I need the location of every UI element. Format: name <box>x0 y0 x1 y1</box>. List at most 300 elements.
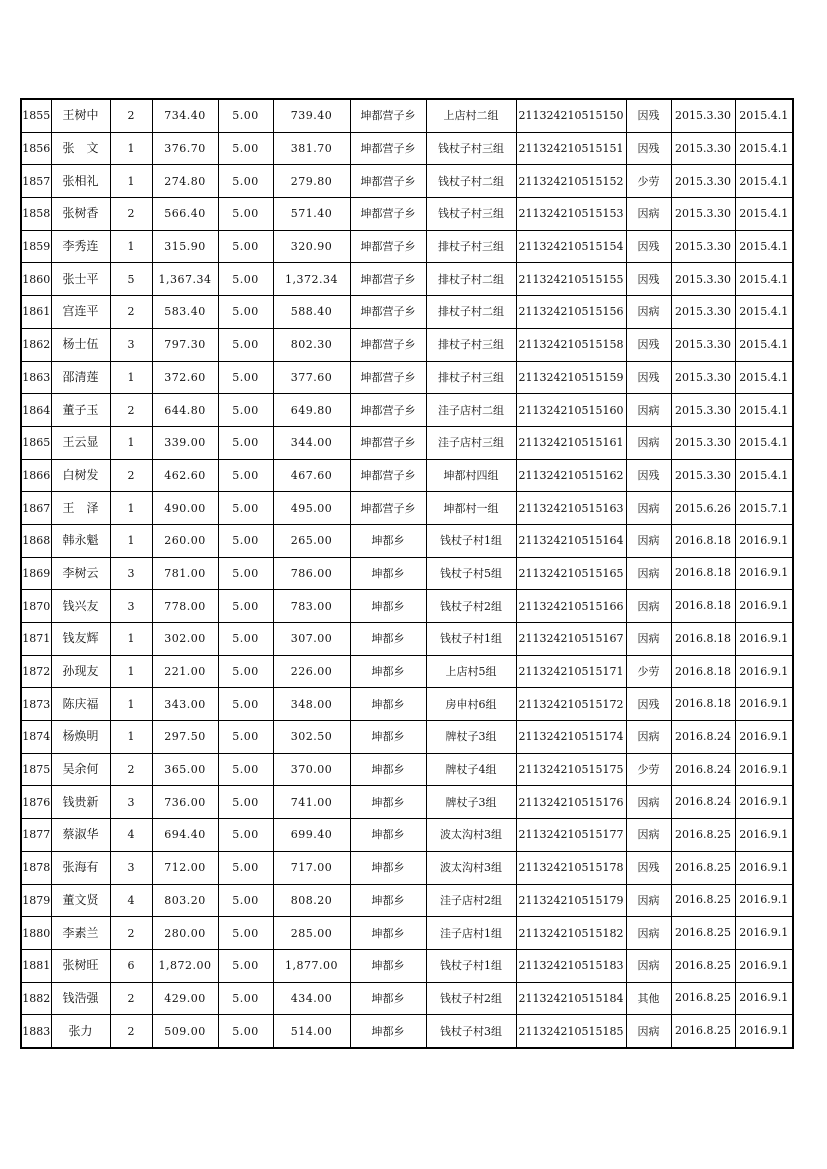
base-amount-cell: 583.40 <box>152 296 218 329</box>
record-id-cell: 211324210515164 <box>516 524 626 557</box>
reason-cell: 因病 <box>626 949 671 982</box>
name-cell: 宫连平 <box>51 296 110 329</box>
row-number-cell: 1883 <box>21 1015 51 1048</box>
table-row <box>21 394 793 427</box>
name-cell: 白树发 <box>51 459 110 492</box>
total-amount-cell: 1,372.34 <box>273 263 350 296</box>
record-id-cell: 211324210515167 <box>516 623 626 656</box>
village-group-cell: 房申村6组 <box>426 688 516 721</box>
total-amount-cell: 1,877.00 <box>273 949 350 982</box>
added-amount-cell: 5.00 <box>218 296 273 329</box>
household-count-cell: 2 <box>110 982 152 1015</box>
name-cell: 钱浩强 <box>51 982 110 1015</box>
effective-date-cell: 2016.9.1 <box>735 1015 793 1048</box>
table-row <box>21 99 793 132</box>
base-amount-cell: 429.00 <box>152 982 218 1015</box>
reason-cell: 因病 <box>626 623 671 656</box>
table-row <box>21 263 793 296</box>
name-cell: 王云显 <box>51 426 110 459</box>
household-count-cell: 2 <box>110 1015 152 1048</box>
household-count-cell: 3 <box>110 557 152 590</box>
township-cell: 坤都营子乡 <box>350 296 426 329</box>
added-amount-cell: 5.00 <box>218 459 273 492</box>
village-group-cell: 上店村二组 <box>426 99 516 132</box>
effective-date-cell: 2015.4.1 <box>735 459 793 492</box>
effective-date-cell: 2016.9.1 <box>735 688 793 721</box>
effective-date-cell: 2016.9.1 <box>735 786 793 819</box>
start-date-cell: 2016.8.25 <box>671 1015 735 1048</box>
table-row <box>21 917 793 950</box>
township-cell: 坤都营子乡 <box>350 394 426 427</box>
village-group-cell: 波太沟村3组 <box>426 851 516 884</box>
start-date-cell: 2016.8.24 <box>671 753 735 786</box>
table-row <box>21 426 793 459</box>
household-count-cell: 1 <box>110 524 152 557</box>
table-row <box>21 165 793 198</box>
effective-date-cell: 2016.9.1 <box>735 655 793 688</box>
total-amount-cell: 739.40 <box>273 99 350 132</box>
effective-date-cell: 2015.4.1 <box>735 198 793 231</box>
name-cell: 邵清莲 <box>51 361 110 394</box>
total-amount-cell: 434.00 <box>273 982 350 1015</box>
base-amount-cell: 339.00 <box>152 426 218 459</box>
record-id-cell: 211324210515183 <box>516 949 626 982</box>
row-number-cell: 1865 <box>21 426 51 459</box>
row-number-cell: 1864 <box>21 394 51 427</box>
effective-date-cell: 2016.9.1 <box>735 949 793 982</box>
base-amount-cell: 302.00 <box>152 623 218 656</box>
base-amount-cell: 1,367.34 <box>152 263 218 296</box>
table-row <box>21 590 793 623</box>
row-number-cell: 1860 <box>21 263 51 296</box>
row-number-cell: 1859 <box>21 230 51 263</box>
table-row <box>21 557 793 590</box>
household-count-cell: 1 <box>110 230 152 263</box>
household-count-cell: 1 <box>110 623 152 656</box>
start-date-cell: 2015.3.30 <box>671 132 735 165</box>
name-cell: 李树云 <box>51 557 110 590</box>
effective-date-cell: 2016.9.1 <box>735 623 793 656</box>
village-group-cell: 钱杖子村2组 <box>426 982 516 1015</box>
reason-cell: 因病 <box>626 884 671 917</box>
record-id-cell: 211324210515177 <box>516 819 626 852</box>
township-cell: 坤都乡 <box>350 753 426 786</box>
name-cell: 张树旺 <box>51 949 110 982</box>
effective-date-cell: 2015.4.1 <box>735 132 793 165</box>
reason-cell: 因残 <box>626 263 671 296</box>
township-cell: 坤都营子乡 <box>350 165 426 198</box>
township-cell: 坤都乡 <box>350 884 426 917</box>
township-cell: 坤都营子乡 <box>350 492 426 525</box>
total-amount-cell: 649.80 <box>273 394 350 427</box>
base-amount-cell: 490.00 <box>152 492 218 525</box>
base-amount-cell: 315.90 <box>152 230 218 263</box>
base-amount-cell: 1,872.00 <box>152 949 218 982</box>
table-row <box>21 132 793 165</box>
start-date-cell: 2015.3.30 <box>671 230 735 263</box>
row-number-cell: 1873 <box>21 688 51 721</box>
total-amount-cell: 370.00 <box>273 753 350 786</box>
record-id-cell: 211324210515155 <box>516 263 626 296</box>
village-group-cell: 钱杖子村1组 <box>426 524 516 557</box>
total-amount-cell: 377.60 <box>273 361 350 394</box>
household-count-cell: 1 <box>110 426 152 459</box>
effective-date-cell: 2015.7.1 <box>735 492 793 525</box>
record-id-cell: 211324210515166 <box>516 590 626 623</box>
reason-cell: 因病 <box>626 819 671 852</box>
township-cell: 坤都乡 <box>350 851 426 884</box>
added-amount-cell: 5.00 <box>218 851 273 884</box>
start-date-cell: 2016.8.18 <box>671 557 735 590</box>
base-amount-cell: 297.50 <box>152 721 218 754</box>
table-row <box>21 851 793 884</box>
added-amount-cell: 5.00 <box>218 753 273 786</box>
township-cell: 坤都营子乡 <box>350 132 426 165</box>
start-date-cell: 2015.3.30 <box>671 263 735 296</box>
record-id-cell: 211324210515161 <box>516 426 626 459</box>
village-group-cell: 牌杖子4组 <box>426 753 516 786</box>
township-cell: 坤都乡 <box>350 982 426 1015</box>
start-date-cell: 2016.8.25 <box>671 949 735 982</box>
table-row <box>21 688 793 721</box>
village-group-cell: 坤都村一组 <box>426 492 516 525</box>
record-id-cell: 211324210515184 <box>516 982 626 1015</box>
household-count-cell: 1 <box>110 492 152 525</box>
record-id-cell: 211324210515152 <box>516 165 626 198</box>
total-amount-cell: 588.40 <box>273 296 350 329</box>
row-number-cell: 1857 <box>21 165 51 198</box>
record-id-cell: 211324210515160 <box>516 394 626 427</box>
village-group-cell: 钱杖子村三组 <box>426 198 516 231</box>
effective-date-cell: 2015.4.1 <box>735 230 793 263</box>
total-amount-cell: 302.50 <box>273 721 350 754</box>
table-row <box>21 721 793 754</box>
table-row <box>21 1015 793 1048</box>
village-group-cell: 牌杖子3组 <box>426 786 516 819</box>
reason-cell: 因残 <box>626 132 671 165</box>
start-date-cell: 2016.8.18 <box>671 623 735 656</box>
table-row <box>21 884 793 917</box>
start-date-cell: 2015.3.30 <box>671 459 735 492</box>
effective-date-cell: 2015.4.1 <box>735 328 793 361</box>
household-count-cell: 1 <box>110 132 152 165</box>
township-cell: 坤都乡 <box>350 819 426 852</box>
record-id-cell: 211324210515176 <box>516 786 626 819</box>
start-date-cell: 2016.8.18 <box>671 590 735 623</box>
row-number-cell: 1858 <box>21 198 51 231</box>
township-cell: 坤都乡 <box>350 917 426 950</box>
row-number-cell: 1869 <box>21 557 51 590</box>
household-count-cell: 2 <box>110 99 152 132</box>
base-amount-cell: 644.80 <box>152 394 218 427</box>
table-row <box>21 459 793 492</box>
start-date-cell: 2015.3.30 <box>671 328 735 361</box>
row-number-cell: 1882 <box>21 982 51 1015</box>
added-amount-cell: 5.00 <box>218 949 273 982</box>
name-cell: 张树香 <box>51 198 110 231</box>
township-cell: 坤都营子乡 <box>350 361 426 394</box>
village-group-cell: 钱杖子村1组 <box>426 623 516 656</box>
total-amount-cell: 786.00 <box>273 557 350 590</box>
effective-date-cell: 2015.4.1 <box>735 99 793 132</box>
start-date-cell: 2015.3.30 <box>671 99 735 132</box>
record-id-cell: 211324210515171 <box>516 655 626 688</box>
effective-date-cell: 2016.9.1 <box>735 557 793 590</box>
row-number-cell: 1871 <box>21 623 51 656</box>
total-amount-cell: 320.90 <box>273 230 350 263</box>
table-row <box>21 361 793 394</box>
total-amount-cell: 467.60 <box>273 459 350 492</box>
name-cell: 陈庆福 <box>51 688 110 721</box>
base-amount-cell: 274.80 <box>152 165 218 198</box>
added-amount-cell: 5.00 <box>218 165 273 198</box>
township-cell: 坤都营子乡 <box>350 459 426 492</box>
base-amount-cell: 376.70 <box>152 132 218 165</box>
village-group-cell: 排杖子村二组 <box>426 296 516 329</box>
name-cell: 王树中 <box>51 99 110 132</box>
added-amount-cell: 5.00 <box>218 99 273 132</box>
name-cell: 李素兰 <box>51 917 110 950</box>
start-date-cell: 2016.8.18 <box>671 524 735 557</box>
row-number-cell: 1863 <box>21 361 51 394</box>
added-amount-cell: 5.00 <box>218 884 273 917</box>
start-date-cell: 2015.3.30 <box>671 165 735 198</box>
name-cell: 董子玉 <box>51 394 110 427</box>
record-id-cell: 211324210515158 <box>516 328 626 361</box>
start-date-cell: 2016.8.25 <box>671 819 735 852</box>
total-amount-cell: 808.20 <box>273 884 350 917</box>
township-cell: 坤都营子乡 <box>350 99 426 132</box>
total-amount-cell: 802.30 <box>273 328 350 361</box>
base-amount-cell: 566.40 <box>152 198 218 231</box>
row-number-cell: 1879 <box>21 884 51 917</box>
effective-date-cell: 2015.4.1 <box>735 263 793 296</box>
township-cell: 坤都乡 <box>350 949 426 982</box>
base-amount-cell: 797.30 <box>152 328 218 361</box>
record-id-cell: 211324210515179 <box>516 884 626 917</box>
base-amount-cell: 712.00 <box>152 851 218 884</box>
table-row <box>21 982 793 1015</box>
record-id-cell: 211324210515182 <box>516 917 626 950</box>
base-amount-cell: 462.60 <box>152 459 218 492</box>
row-number-cell: 1855 <box>21 99 51 132</box>
household-count-cell: 4 <box>110 884 152 917</box>
township-cell: 坤都乡 <box>350 721 426 754</box>
record-id-cell: 211324210515185 <box>516 1015 626 1048</box>
household-count-cell: 3 <box>110 851 152 884</box>
name-cell: 孙现友 <box>51 655 110 688</box>
reason-cell: 因病 <box>626 394 671 427</box>
start-date-cell: 2016.8.25 <box>671 917 735 950</box>
township-cell: 坤都乡 <box>350 623 426 656</box>
village-group-cell: 排杖子村三组 <box>426 361 516 394</box>
reason-cell: 因病 <box>626 296 671 329</box>
household-count-cell: 2 <box>110 198 152 231</box>
village-group-cell: 洼子店村二组 <box>426 394 516 427</box>
household-count-cell: 1 <box>110 721 152 754</box>
start-date-cell: 2016.8.24 <box>671 786 735 819</box>
effective-date-cell: 2016.9.1 <box>735 917 793 950</box>
row-number-cell: 1874 <box>21 721 51 754</box>
table-row <box>21 198 793 231</box>
village-group-cell: 排杖子村二组 <box>426 263 516 296</box>
table-row <box>21 623 793 656</box>
added-amount-cell: 5.00 <box>218 721 273 754</box>
effective-date-cell: 2016.9.1 <box>735 721 793 754</box>
row-number-cell: 1870 <box>21 590 51 623</box>
table-row <box>21 655 793 688</box>
base-amount-cell: 221.00 <box>152 655 218 688</box>
added-amount-cell: 5.00 <box>218 426 273 459</box>
reason-cell: 因病 <box>626 524 671 557</box>
effective-date-cell: 2016.9.1 <box>735 753 793 786</box>
effective-date-cell: 2015.4.1 <box>735 394 793 427</box>
added-amount-cell: 5.00 <box>218 623 273 656</box>
table-row <box>21 492 793 525</box>
effective-date-cell: 2016.9.1 <box>735 590 793 623</box>
household-count-cell: 3 <box>110 590 152 623</box>
reason-cell: 因病 <box>626 721 671 754</box>
table-row <box>21 949 793 982</box>
reason-cell: 因病 <box>626 198 671 231</box>
added-amount-cell: 5.00 <box>218 786 273 819</box>
base-amount-cell: 372.60 <box>152 361 218 394</box>
household-count-cell: 3 <box>110 786 152 819</box>
base-amount-cell: 343.00 <box>152 688 218 721</box>
reason-cell: 因残 <box>626 851 671 884</box>
effective-date-cell: 2016.9.1 <box>735 819 793 852</box>
row-number-cell: 1868 <box>21 524 51 557</box>
row-number-cell: 1880 <box>21 917 51 950</box>
added-amount-cell: 5.00 <box>218 917 273 950</box>
row-number-cell: 1878 <box>21 851 51 884</box>
record-id-cell: 211324210515174 <box>516 721 626 754</box>
total-amount-cell: 495.00 <box>273 492 350 525</box>
added-amount-cell: 5.00 <box>218 263 273 296</box>
reason-cell: 因残 <box>626 688 671 721</box>
total-amount-cell: 285.00 <box>273 917 350 950</box>
start-date-cell: 2016.8.25 <box>671 851 735 884</box>
start-date-cell: 2016.8.24 <box>671 721 735 754</box>
household-count-cell: 5 <box>110 263 152 296</box>
township-cell: 坤都乡 <box>350 557 426 590</box>
table-row <box>21 753 793 786</box>
total-amount-cell: 307.00 <box>273 623 350 656</box>
start-date-cell: 2015.3.30 <box>671 361 735 394</box>
start-date-cell: 2016.8.18 <box>671 655 735 688</box>
name-cell: 吴余何 <box>51 753 110 786</box>
household-count-cell: 1 <box>110 688 152 721</box>
household-count-cell: 2 <box>110 753 152 786</box>
household-count-cell: 3 <box>110 328 152 361</box>
base-amount-cell: 734.40 <box>152 99 218 132</box>
effective-date-cell: 2015.4.1 <box>735 361 793 394</box>
record-id-cell: 211324210515150 <box>516 99 626 132</box>
record-id-cell: 211324210515162 <box>516 459 626 492</box>
village-group-cell: 坤都村四组 <box>426 459 516 492</box>
township-cell: 坤都乡 <box>350 590 426 623</box>
added-amount-cell: 5.00 <box>218 1015 273 1048</box>
village-group-cell: 牌杖子3组 <box>426 721 516 754</box>
base-amount-cell: 736.00 <box>152 786 218 819</box>
record-id-cell: 211324210515159 <box>516 361 626 394</box>
total-amount-cell: 279.80 <box>273 165 350 198</box>
village-group-cell: 钱杖子村3组 <box>426 1015 516 1048</box>
effective-date-cell: 2015.4.1 <box>735 426 793 459</box>
reason-cell: 因残 <box>626 459 671 492</box>
household-count-cell: 1 <box>110 361 152 394</box>
total-amount-cell: 783.00 <box>273 590 350 623</box>
household-count-cell: 2 <box>110 459 152 492</box>
reason-cell: 少劳 <box>626 753 671 786</box>
row-number-cell: 1875 <box>21 753 51 786</box>
table-row <box>21 524 793 557</box>
reason-cell: 因病 <box>626 590 671 623</box>
name-cell: 王 泽 <box>51 492 110 525</box>
reason-cell: 因残 <box>626 99 671 132</box>
total-amount-cell: 741.00 <box>273 786 350 819</box>
row-number-cell: 1877 <box>21 819 51 852</box>
name-cell: 蔡淑华 <box>51 819 110 852</box>
added-amount-cell: 5.00 <box>218 982 273 1015</box>
total-amount-cell: 699.40 <box>273 819 350 852</box>
row-number-cell: 1861 <box>21 296 51 329</box>
table-body <box>21 99 793 1048</box>
village-group-cell: 钱杖子村三组 <box>426 132 516 165</box>
village-group-cell: 钱杖子村二组 <box>426 165 516 198</box>
household-count-cell: 4 <box>110 819 152 852</box>
village-group-cell: 波太沟村3组 <box>426 819 516 852</box>
base-amount-cell: 260.00 <box>152 524 218 557</box>
household-count-cell: 6 <box>110 949 152 982</box>
added-amount-cell: 5.00 <box>218 198 273 231</box>
name-cell: 韩永魁 <box>51 524 110 557</box>
total-amount-cell: 226.00 <box>273 655 350 688</box>
name-cell: 钱兴友 <box>51 590 110 623</box>
effective-date-cell: 2016.9.1 <box>735 982 793 1015</box>
base-amount-cell: 509.00 <box>152 1015 218 1048</box>
name-cell: 董文贤 <box>51 884 110 917</box>
reason-cell: 因病 <box>626 1015 671 1048</box>
village-group-cell: 钱杖子村1组 <box>426 949 516 982</box>
household-count-cell: 1 <box>110 655 152 688</box>
added-amount-cell: 5.00 <box>218 230 273 263</box>
added-amount-cell: 5.00 <box>218 132 273 165</box>
added-amount-cell: 5.00 <box>218 328 273 361</box>
township-cell: 坤都乡 <box>350 524 426 557</box>
total-amount-cell: 717.00 <box>273 851 350 884</box>
reason-cell: 其他 <box>626 982 671 1015</box>
reason-cell: 少劳 <box>626 655 671 688</box>
name-cell: 张力 <box>51 1015 110 1048</box>
township-cell: 坤都乡 <box>350 1015 426 1048</box>
record-id-cell: 211324210515154 <box>516 230 626 263</box>
village-group-cell: 钱杖子村2组 <box>426 590 516 623</box>
base-amount-cell: 781.00 <box>152 557 218 590</box>
table-row <box>21 786 793 819</box>
township-cell: 坤都营子乡 <box>350 328 426 361</box>
row-number-cell: 1866 <box>21 459 51 492</box>
name-cell: 李秀连 <box>51 230 110 263</box>
start-date-cell: 2015.6.26 <box>671 492 735 525</box>
added-amount-cell: 5.00 <box>218 688 273 721</box>
household-count-cell: 2 <box>110 296 152 329</box>
village-group-cell: 排杖子村三组 <box>426 230 516 263</box>
record-id-cell: 211324210515153 <box>516 198 626 231</box>
record-id-cell: 211324210515156 <box>516 296 626 329</box>
record-id-cell: 211324210515178 <box>516 851 626 884</box>
added-amount-cell: 5.00 <box>218 361 273 394</box>
